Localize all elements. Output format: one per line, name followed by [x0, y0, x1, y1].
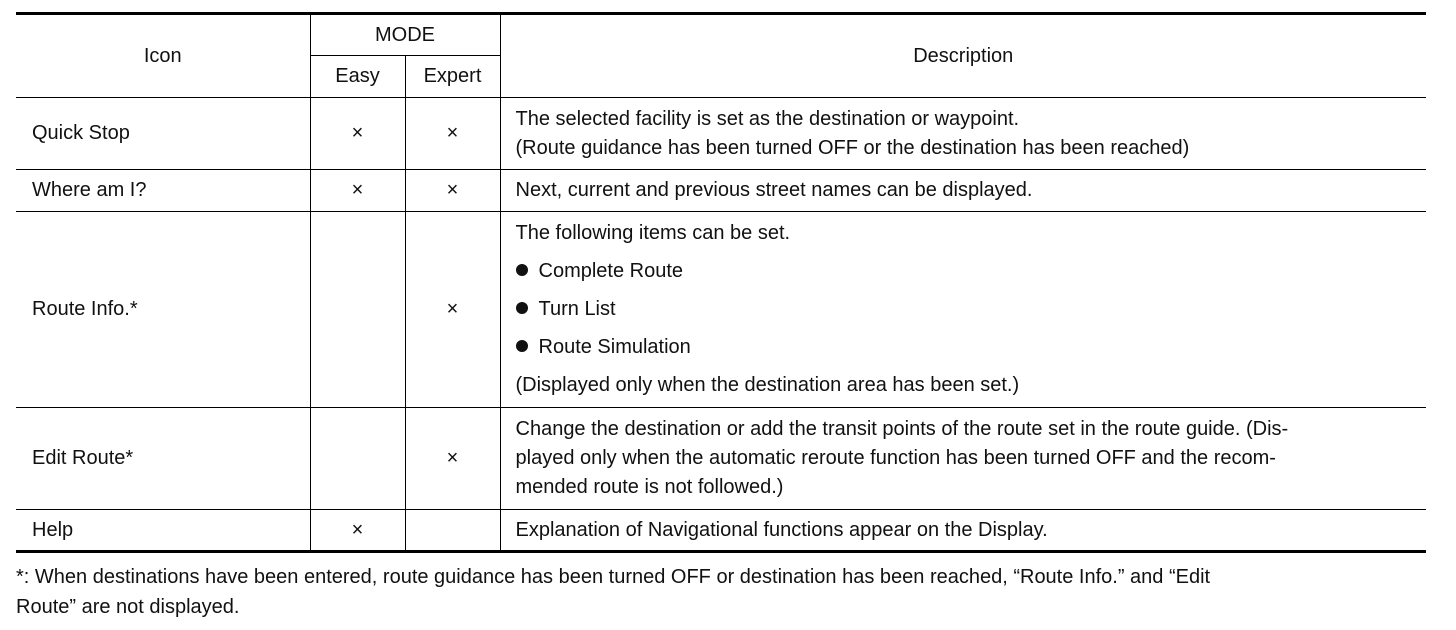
list-item	[516, 333, 1415, 362]
description-line: mended route is not followed.)	[515, 476, 784, 498]
expert-mode-mark: ×	[405, 98, 500, 170]
header-easy: Easy	[310, 56, 405, 98]
bullet-icon	[516, 264, 528, 276]
row-description	[500, 408, 1426, 510]
row-icon-name: Quick Stop	[16, 98, 310, 170]
expert-mode-mark: ×	[405, 212, 500, 408]
description-line: played only when the automatic reroute function has been turned OFF and the recom-	[515, 447, 1276, 469]
bullet-icon	[516, 340, 528, 352]
row-icon-name: Help	[16, 510, 310, 552]
description-intro: The following items can be set.	[515, 222, 791, 244]
table-row-help	[16, 510, 1426, 552]
description-line: Change the destination or add the transit points of the route set in the route guide. (Dis-	[515, 418, 1289, 440]
description-line: (Route guidance has been turned OFF or the destination has been reached)	[515, 136, 1190, 159]
table-row-route-info	[16, 212, 1426, 408]
table-row-edit-route	[16, 408, 1426, 510]
easy-mode-mark: ×	[310, 98, 405, 170]
navigation-icon-table	[16, 12, 1426, 553]
easy-mode-mark: ×	[310, 510, 405, 552]
row-description	[500, 510, 1426, 552]
description-line: Next, current and previous street names can be displayed.	[515, 179, 1033, 201]
list-item	[516, 257, 1415, 286]
expert-mode-mark: ×	[405, 408, 500, 510]
bullet-icon	[516, 302, 528, 314]
row-description	[500, 212, 1426, 408]
list-item-label: Turn List	[538, 298, 616, 320]
table-row-quick-stop	[16, 98, 1426, 170]
easy-mode-mark	[310, 408, 405, 510]
row-icon-name: Route Info.*	[16, 212, 310, 408]
easy-mode-mark: ×	[310, 170, 405, 212]
header-description: Description	[500, 14, 1426, 98]
navigation-icon-table-wrapper	[16, 12, 1426, 553]
row-icon-name: Where am I?	[16, 170, 310, 212]
list-item	[516, 295, 1415, 324]
table-footnote	[16, 562, 1426, 622]
footnote-line: Route” are not displayed.	[16, 596, 240, 618]
description-line: Explanation of Navigational functions appear on the Display.	[515, 518, 1048, 541]
row-description	[500, 170, 1426, 212]
footnote-line: *: When destinations have been entered, route guidance has been turned OFF or destination has been reached, “Route Info.” and “Edit	[16, 566, 1211, 588]
expert-mode-mark: ×	[405, 170, 500, 212]
row-description	[500, 98, 1426, 170]
description-line: The selected facility is set as the destination or waypoint.	[515, 107, 1020, 130]
list-item-label: Complete Route	[538, 260, 684, 282]
expert-mode-mark	[405, 510, 500, 552]
header-mode: MODE	[310, 14, 500, 56]
list-item-label: Route Simulation	[538, 336, 691, 358]
table-row-where-am-i	[16, 170, 1426, 212]
header-icon: Icon	[16, 14, 310, 98]
description-note: (Displayed only when the destination area has been set.)	[515, 374, 1020, 396]
row-icon-name: Edit Route*	[16, 408, 310, 510]
easy-mode-mark	[310, 212, 405, 408]
header-expert: Expert	[405, 56, 500, 98]
